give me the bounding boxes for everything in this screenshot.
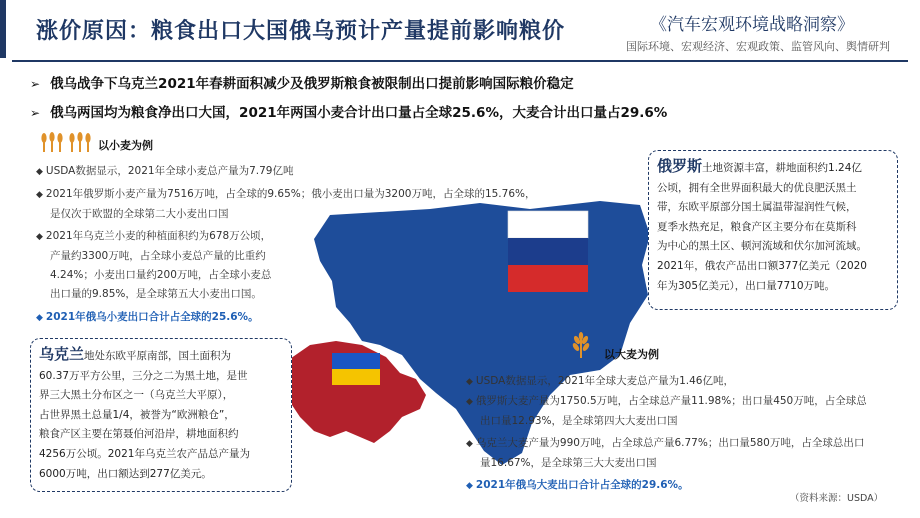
wheat-section-title: 以小麦为例 bbox=[98, 139, 153, 152]
stat-line: 2021年乌克兰小麦的种植面积约为678万公顷， bbox=[45, 230, 272, 242]
diamond-bullet-icon: ◆ bbox=[36, 167, 43, 177]
box-line: 4256万公顷。2021年乌克兰农产品总产量为 bbox=[39, 447, 250, 460]
barley-stat-2 bbox=[466, 392, 911, 431]
header-accent-bar bbox=[0, 0, 6, 58]
box-line: 60.37万平方公里，三分之二为黑土地，是世 bbox=[39, 369, 248, 382]
stat-line: 2021年俄罗斯小麦产量为7516万吨，占全球的9.65%；俄小麦出口量为3200万吨，占全球的15.76%， bbox=[45, 188, 536, 200]
box-line: 界三大黑土分布区之一（乌克兰大平原）， bbox=[39, 389, 234, 402]
barley-stat-3 bbox=[466, 434, 911, 473]
wheat-stat-2 bbox=[36, 185, 596, 224]
diamond-bullet-icon: ◆ bbox=[36, 232, 43, 242]
key-point-2 bbox=[30, 101, 667, 121]
barley-stat-1 bbox=[466, 372, 906, 392]
box-line: 地处东欧平原南部，国土面积为 bbox=[84, 350, 232, 362]
ukraine-name: 乌克兰 bbox=[39, 345, 85, 363]
arrow-right-icon: ➢ bbox=[30, 106, 41, 120]
stat-line: 出口量的9.85%，是全球第五大小麦出口国。 bbox=[50, 288, 262, 300]
stat-line: USDA数据显示，2021年全球大麦总产量为1.46亿吨， bbox=[475, 375, 734, 387]
box-line: 占世界黑土总量1/4，被誉为“欧洲粮仓”， bbox=[39, 408, 235, 421]
box-line: 公顷，拥有全世界面积最大的优良肥沃黑土 bbox=[657, 181, 857, 194]
highlight-text: 2021年俄乌小麦出口合计占全球的25.6%。 bbox=[45, 311, 259, 323]
arrow-right-icon: ➢ bbox=[30, 77, 41, 91]
stat-line: 是仅次于欧盟的全球第二大小麦出口国 bbox=[50, 208, 229, 220]
ukraine-info-box bbox=[30, 338, 292, 492]
barley-highlight bbox=[466, 476, 766, 496]
header-divider bbox=[12, 60, 908, 62]
diamond-bullet-icon: ◆ bbox=[36, 313, 43, 323]
box-line: 粮食产区主要在第聂伯河沿岸，耕地面积约 bbox=[39, 428, 239, 441]
stat-line: 量16.67%，是全球第三大大麦出口国 bbox=[480, 457, 657, 469]
wheat-stat-1 bbox=[36, 162, 456, 182]
stat-line: 产量约3300万吨，占全球小麦总产量的比重约 bbox=[50, 250, 266, 262]
barley-section-title: 以大麦为例 bbox=[604, 348, 659, 361]
russia-info-box bbox=[648, 150, 898, 310]
key-point-1 bbox=[30, 72, 574, 92]
stat-line: 4.24%；小麦出口量约200万吨，占全球小麦总 bbox=[50, 269, 272, 281]
stat-line: 俄罗斯大麦产量为1750.5万吨，占全球总产量11.98%；出口量450万吨，占全球总 bbox=[475, 395, 867, 407]
stat-line: USDA数据显示，2021年全球小麦总产量为7.79亿吨 bbox=[45, 165, 294, 177]
ukraine-flag-icon bbox=[332, 353, 380, 385]
key-point-text: 俄乌两国均为粮食净出口大国，2021年两国小麦合计出口量占全球25.6%，大麦合计出口量占29.6% bbox=[50, 105, 668, 121]
wheat-highlight bbox=[36, 308, 336, 328]
box-line: 土地资源丰富，耕地面积约1.24亿 bbox=[702, 162, 862, 174]
report-tags: 国际环境、宏观经济、宏观政策、监管风向、舆情研判 bbox=[626, 40, 890, 53]
box-line: 夏季水热充足，粮食产区主要分布在莫斯科 bbox=[657, 220, 857, 233]
source-note: （资料来源：USDA） bbox=[790, 493, 884, 504]
barley-icon bbox=[566, 332, 596, 358]
diamond-bullet-icon: ◆ bbox=[466, 481, 473, 491]
stat-line: 乌克兰大麦产量为990万吨，占全球总产量6.77%；出口量580万吨，占全球总出口 bbox=[475, 437, 865, 449]
highlight-text: 2021年俄乌大麦出口合计占全球的29.6%。 bbox=[475, 479, 689, 491]
box-line: 6000万吨，出口额达到277亿美元。 bbox=[39, 467, 212, 480]
key-point-text: 俄乌战争下乌克兰2021年春耕面积减少及俄罗斯粮食被限制出口提前影响国际粮价稳定 bbox=[50, 76, 574, 92]
box-line: 带，东欧平原部分国土属温带湿润性气候， bbox=[657, 201, 857, 214]
report-series-title: 《汽车宏观环境战略洞察》 bbox=[650, 15, 854, 35]
box-line: 年为305亿美元），出口量7710万吨。 bbox=[657, 279, 836, 292]
wheat-icon bbox=[36, 130, 96, 154]
wheat-stat-3 bbox=[36, 227, 326, 304]
diamond-bullet-icon: ◆ bbox=[466, 397, 473, 407]
diamond-bullet-icon: ◆ bbox=[466, 377, 473, 387]
diamond-bullet-icon: ◆ bbox=[36, 190, 43, 200]
box-line: 为中心的黑土区、顿河流域和伏尔加河流域。 bbox=[657, 240, 867, 253]
page-title: 涨价原因：粮食出口大国俄乌预计产量提前影响粮价 bbox=[36, 19, 566, 44]
diamond-bullet-icon: ◆ bbox=[466, 439, 473, 449]
russia-name: 俄罗斯 bbox=[657, 157, 703, 175]
stat-line: 出口量12.93%，是全球第四大大麦出口国 bbox=[480, 415, 678, 427]
box-line: 2021年，俄农产品出口额377亿美元（2020 bbox=[657, 259, 867, 272]
